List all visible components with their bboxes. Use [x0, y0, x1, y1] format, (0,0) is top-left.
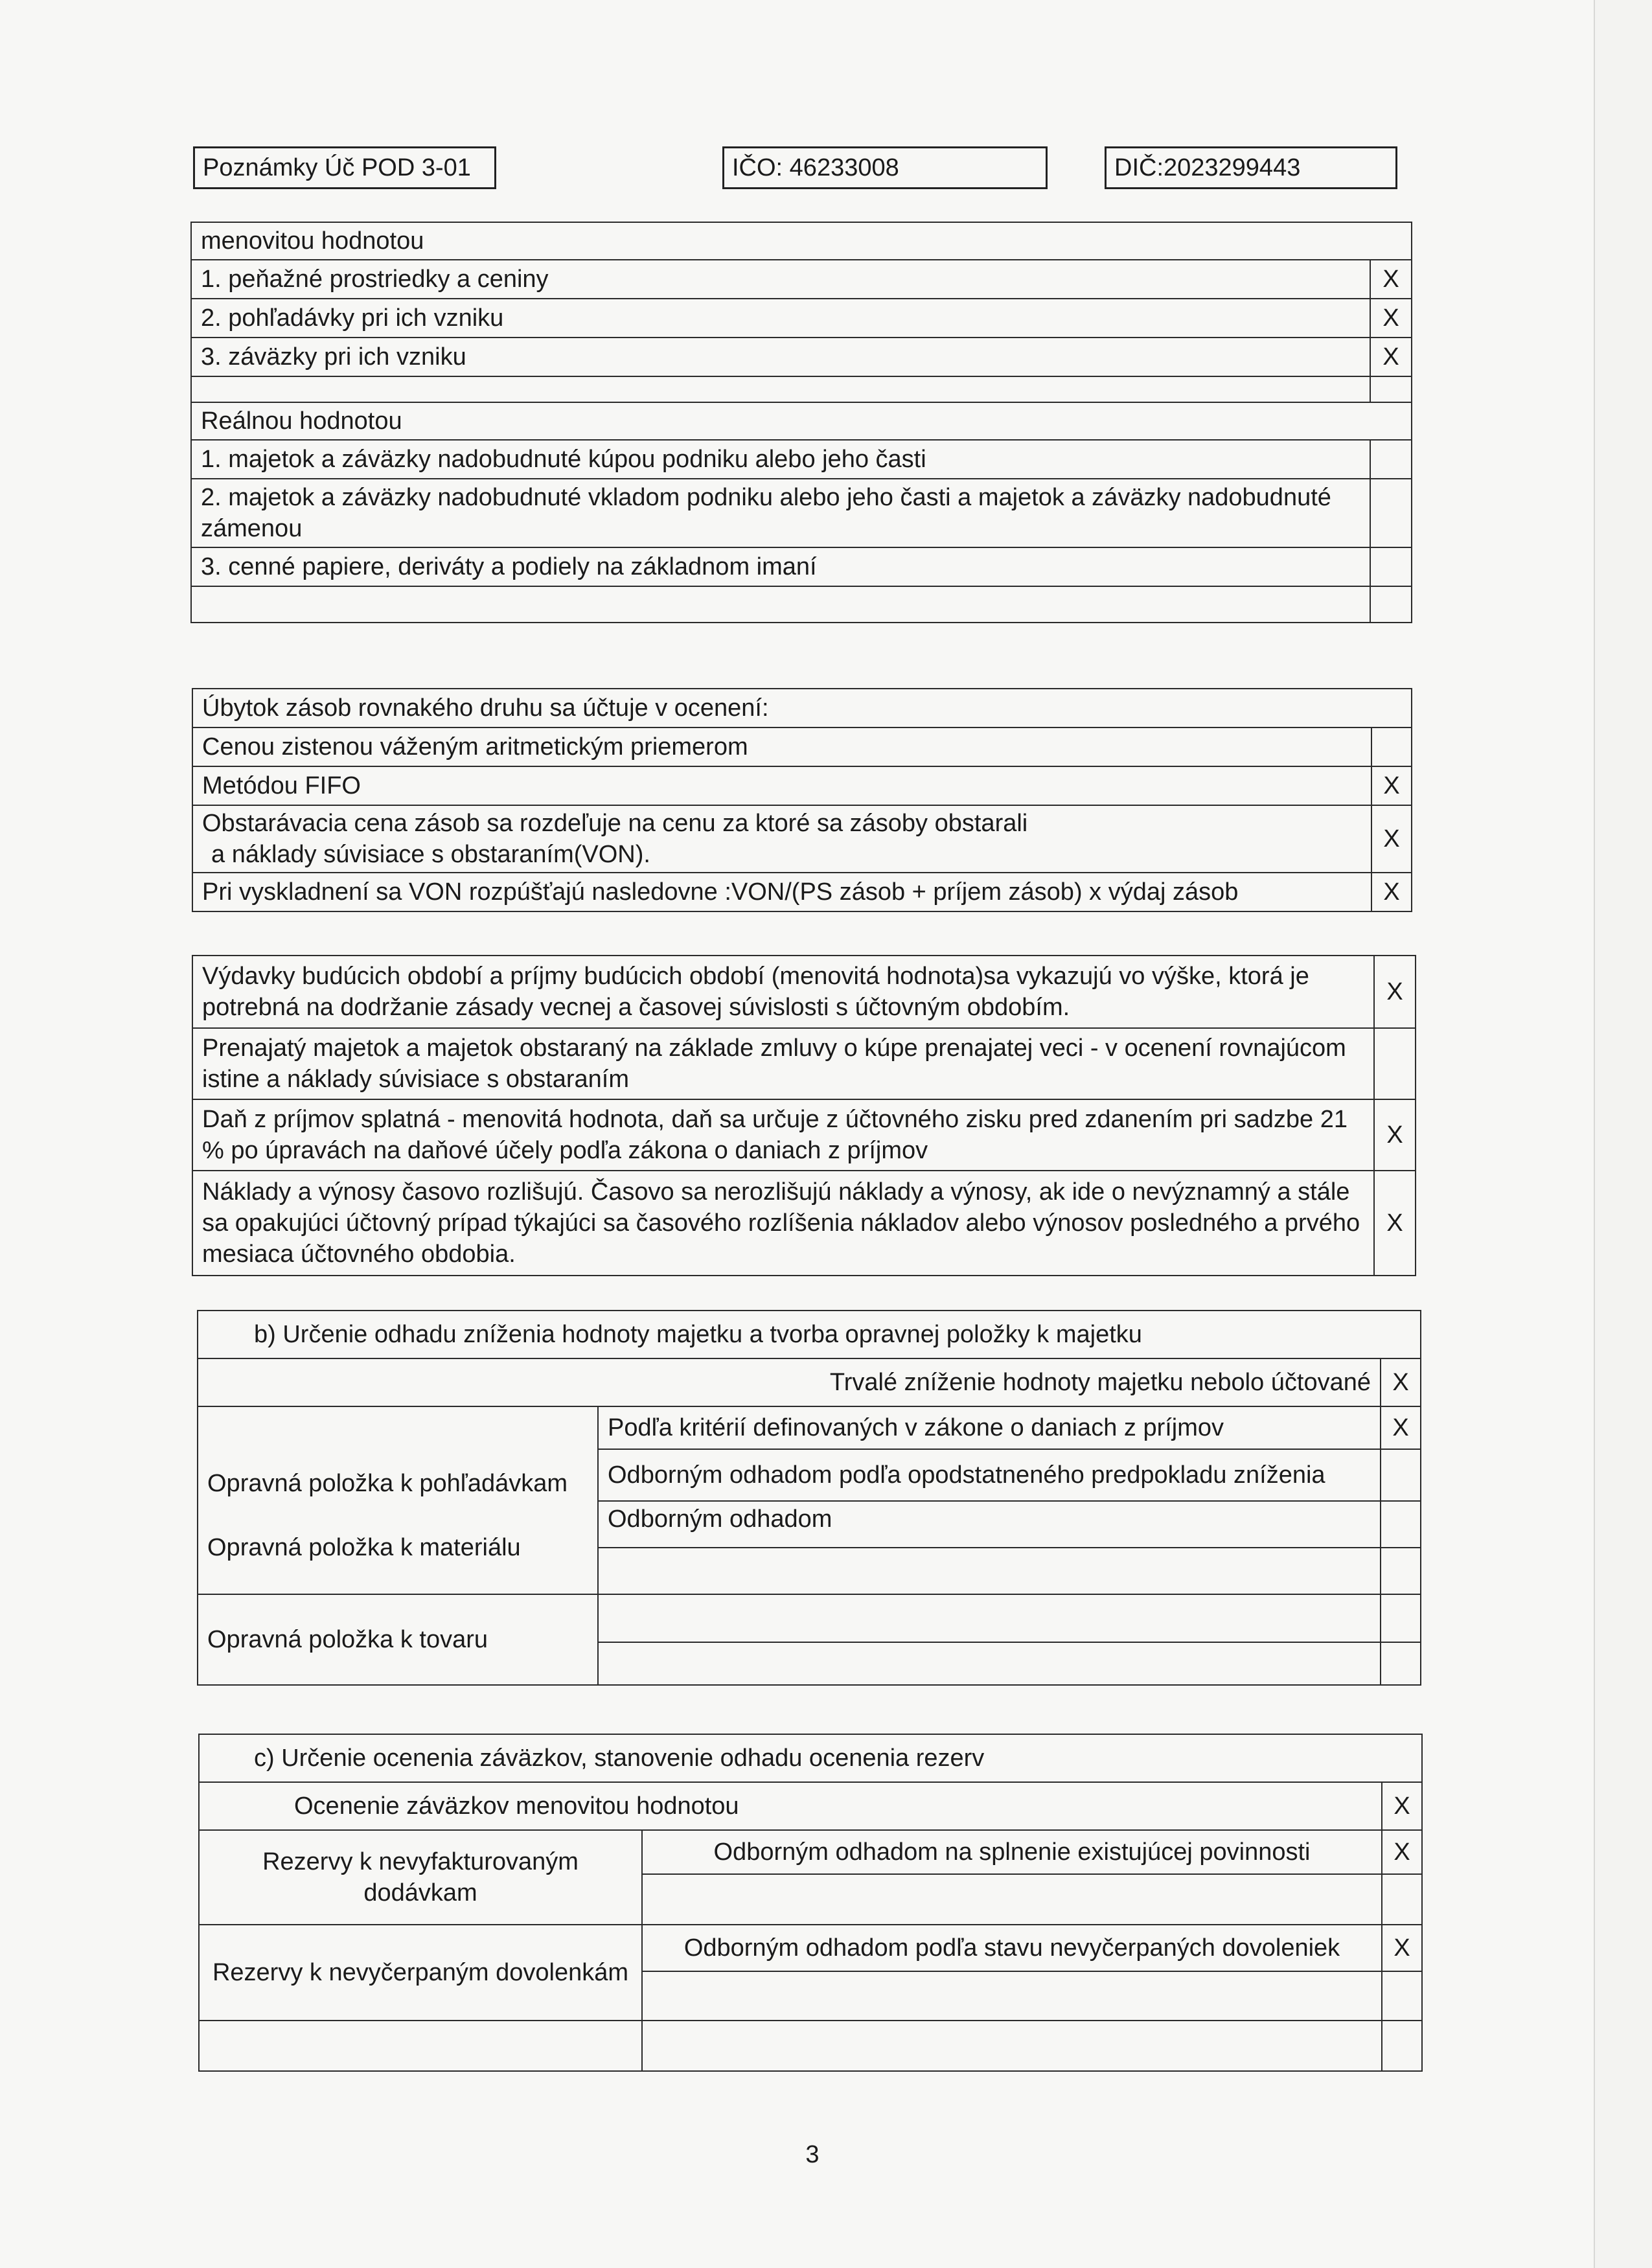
- x-mark: [1374, 1028, 1416, 1099]
- table-row: Daň z príjmov splatná - menovitá hodnota, daň sa určuje z účtovného zisku pred zdanením pri sadzbe 21 % po úpravách na daňové účely podľa zákona o daniach z príjmov X: [192, 1099, 1416, 1171]
- table-row: Cenou zistenou váženým aritmetickým priemerom: [192, 727, 1412, 766]
- accruals-table: [192, 955, 1416, 1276]
- table-row: Metódou FIFO X: [192, 766, 1412, 805]
- valuation-table: [190, 222, 1412, 623]
- liabilities-heading: c) Určenie ocenenia záväzkov, stanovenie odhadu ocenenia rezerv: [199, 1734, 1422, 1782]
- table-row: Opravná položka k materiálu Odborným odhadom: [198, 1501, 1421, 1548]
- table-row: Rezervy k nevyčerpaným dovolenkám Odborným odhadom podľa stavu nevyčerpaných dovoleniek X: [199, 1925, 1422, 1971]
- page-number: 3: [805, 2141, 820, 2168]
- x-mark: X: [1374, 956, 1416, 1028]
- menovitou-heading: menovitou hodnotou: [191, 222, 1412, 260]
- x-mark: [1370, 479, 1412, 547]
- table-row: [198, 1594, 1421, 1642]
- table-row: 1. majetok a záväzky nadobudnuté kúpou podniku alebo jeho časti: [191, 440, 1412, 479]
- header-ico: IČO: 46233008: [722, 146, 1048, 189]
- liabilities-table: [198, 1734, 1423, 2072]
- table-row: Opravná položka k pohľadávkam Podľa kritérií definovaných v zákone o daniach z príjmov X: [198, 1406, 1421, 1449]
- impairment-table: [197, 1310, 1421, 1686]
- table-row: Pri vyskladnení sa VON rozpúšťajú nasledovne :VON/(PS zásob + príjem zásob) x výdaj zásob X: [192, 873, 1412, 911]
- x-mark: X: [1382, 1925, 1422, 1971]
- x-mark: X: [1371, 766, 1412, 805]
- x-mark: X: [1370, 338, 1412, 376]
- table-row: Obstarávacia cena zásob sa rozdeľuje na cenu za ktoré sa zásoby obstarali a náklady súvisiace s obstaraním(VON). X: [192, 805, 1412, 873]
- table-row: 2. pohľadávky pri ich vzniku X: [191, 299, 1412, 338]
- rezervy-dodavky: Rezervy k nevyfakturovaným dodávkam: [199, 1830, 642, 1925]
- table-row: Trvalé zníženie hodnoty majetku nebolo účtované X: [198, 1358, 1421, 1406]
- table-row: 3. záväzky pri ich vzniku X: [191, 338, 1412, 376]
- header-dic: DIČ:2023299443: [1105, 146, 1397, 189]
- x-mark: X: [1382, 1782, 1422, 1830]
- x-mark: [1370, 440, 1412, 479]
- table-row: Ocenenie záväzkov menovitou hodnotou X: [199, 1782, 1422, 1830]
- x-mark: [1371, 727, 1412, 766]
- table-row: 2. majetok a záväzky nadobudnuté vkladom podniku alebo jeho časti a majetok a záväzky nadobudnuté zámenou: [191, 479, 1412, 547]
- table-row: Náklady a výnosy časovo rozlišujú. Časovo sa nerozlišujú náklady a výnosy, ak ide o nevýznamný a stále sa opakujúci účtovný prípad týkajúci sa časového rozlíšenia nákladov alebo výnosov posledného a prvého mesiaca účtovného obdobia. X: [192, 1171, 1416, 1276]
- table-row: Odborným odhadom podľa opodstatneného predpokladu zníženia: [198, 1449, 1421, 1501]
- table-row: Prenajatý majetok a majetok obstaraný na základe zmluvy o kúpe prenajatej veci - v ocenení rovnajúcom istine a náklady súvisiace s obstaraním: [192, 1028, 1416, 1099]
- table-row: 1. peňažné prostriedky a ceniny X: [191, 260, 1412, 299]
- inventory-heading: Úbytok zásob rovnakého druhu sa účtuje v ocenení:: [192, 689, 1412, 727]
- opravna-pohladavky: Opravná položka k pohľadávkam: [198, 1406, 598, 1501]
- x-mark: X: [1374, 1099, 1416, 1171]
- header-poznamky: Poznámky Úč POD 3-01: [193, 146, 496, 189]
- rezervy-dovolenky: Rezervy k nevyčerpaným dovolenkám: [199, 1925, 642, 2021]
- opravna-material: Opravná položka k materiálu: [198, 1501, 598, 1594]
- x-mark: [1370, 547, 1412, 586]
- x-mark: X: [1371, 805, 1412, 873]
- x-mark: X: [1371, 873, 1412, 911]
- x-mark: X: [1370, 299, 1412, 338]
- x-mark: X: [1370, 260, 1412, 299]
- x-mark: X: [1382, 1830, 1422, 1874]
- x-mark: X: [1381, 1406, 1421, 1449]
- impairment-heading: b) Určenie odhadu zníženia hodnoty majetku a tvorba opravnej položky k majetku: [198, 1311, 1421, 1358]
- table-row: Výdavky budúcich období a príjmy budúcich období (menovitá hodnota)sa vykazujú vo výške, ktorá je potrebná na dodržanie zásady vecnej a časovej súvislosti s účtovným obdobím. X: [192, 956, 1416, 1028]
- opravna-tovar: Opravná položka k tovaru: [198, 1594, 598, 1685]
- table-row: 3. cenné papiere, deriváty a podiely na základnom imaní: [191, 547, 1412, 586]
- table-row: Rezervy k nevyfakturovaným dodávkam Odborným odhadom na splnenie existujúcej povinnosti X: [199, 1830, 1422, 1874]
- x-mark: X: [1381, 1358, 1421, 1406]
- realnou-heading: Reálnou hodnotou: [191, 402, 1412, 440]
- inventory-table: [192, 688, 1412, 912]
- x-mark: X: [1374, 1171, 1416, 1276]
